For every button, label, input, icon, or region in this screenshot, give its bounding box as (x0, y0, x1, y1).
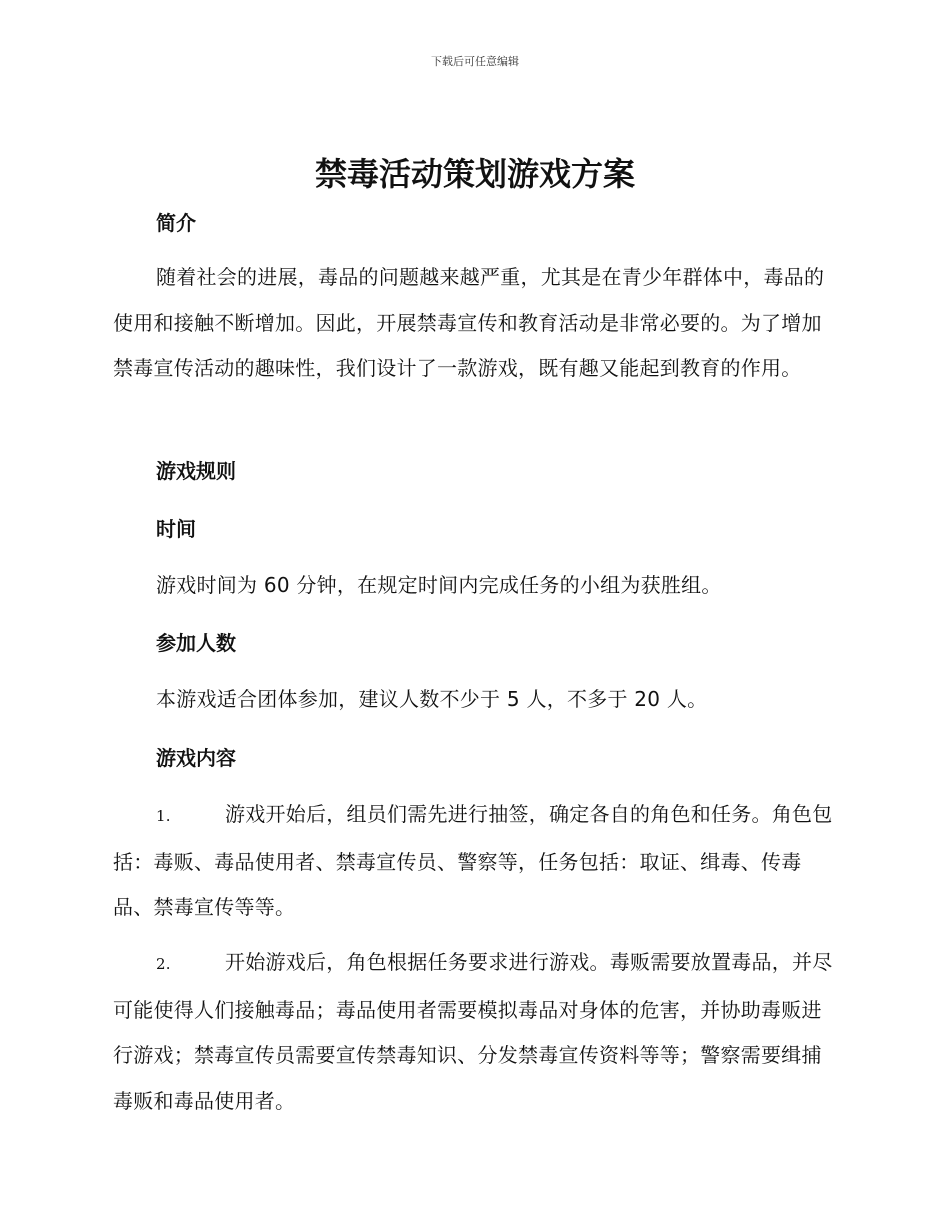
list-item-number: 1. (156, 807, 171, 825)
document-title: 禁毒活动策划游戏方案 (314, 155, 635, 193)
list-item (113, 792, 833, 931)
list-item-number: 2. (156, 955, 171, 973)
section-heading-participants: 参加人数 (156, 631, 236, 655)
time-paragraph: 游戏时间为 60 分钟，在规定时间内完成任务的小组为获胜组。 (156, 573, 722, 597)
section-heading-intro: 简介 (156, 211, 196, 235)
list-item (113, 940, 833, 1124)
header-note: 下载后可任意编辑 (431, 55, 519, 68)
section-heading-time: 时间 (156, 517, 196, 541)
section-heading-content: 游戏内容 (156, 746, 236, 770)
list-item-text: 开始游戏后，角色根据任务要求进行游戏。毒贩需要放置毒品，并尽可能使得人们接触毒品；毒品使用者需要模拟毒品对身体的危害，并协助毒贩进行游戏；禁毒宣传员需要宣传禁毒知识、分发禁毒宣传资料等等；警察需要缉捕毒贩和毒品使用者。 (113, 950, 833, 1113)
intro-paragraph: 随着社会的进展，毒品的问题越来越严重，尤其是在青少年群体中，毒品的使用和接触不断增加。因此，开展禁毒宣传和教育活动是非常必要的。为了增加禁毒宣传活动的趣味性，我们设计了一款游戏，既有趣又能起到教育的作用。 (113, 265, 825, 380)
section-heading-rules: 游戏规则 (156, 459, 236, 483)
participants-paragraph: 本游戏适合团体参加，建议人数不少于 5 人，不多于 20 人。 (156, 687, 708, 711)
list-item-text: 游戏开始后，组员们需先进行抽签，确定各自的角色和任务。角色包括：毒贩、毒品使用者、禁毒宣传员、警察等，任务包括：取证、缉毒、传毒品、禁毒宣传等等。 (113, 802, 833, 919)
